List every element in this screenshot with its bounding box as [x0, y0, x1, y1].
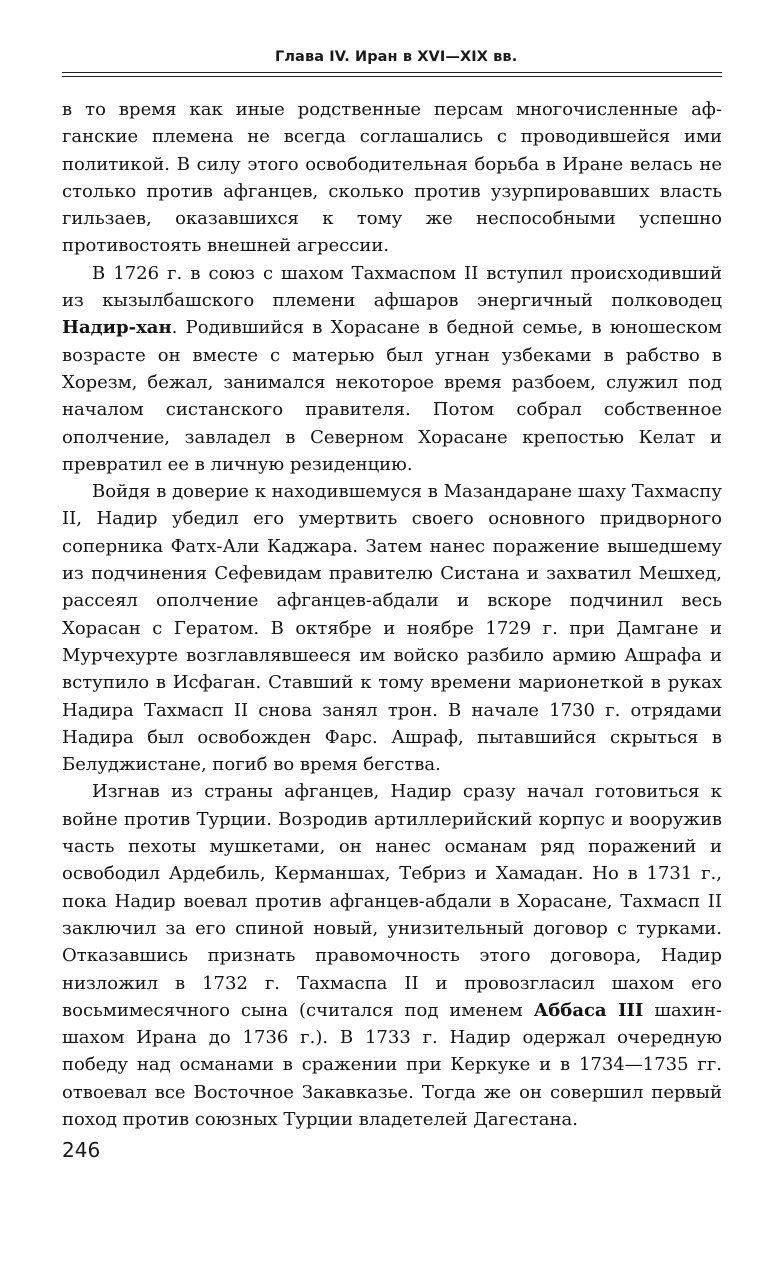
paragraph-text: шахин-шахом Ирана до 1736 г.). В 1733 г. Надир одержал очередную победу над османами в сражении при Керкуке и в 1734—1735 гг. отвоевал все Восточное Закавказье. Тогда же он совершил первый поход против союзных Турции владетелей Дагестана. [62, 999, 723, 1130]
paragraph [62, 96, 722, 260]
header-rule-secondary [62, 76, 722, 77]
paragraph-text: в то время как иные родственные персам многочисленные афганские племена не всегда соглашались с проводившейся ими политикой. В силу этого освободительная борьба в Иране велась не столько против афганцев, сколько против узурпировавших власть гильзаев, оказавшихся к тому же неспособными успешно противостоять внешней агрессии. [62, 99, 722, 257]
paragraph-text: В 1726 г. в союз с шахом Тахмаспом II вступил происходивший из кызылбашского племени афшаров энергичный полководец [62, 262, 722, 312]
paragraph-text: Изгнав из страны афганцев, Надир сразу начал готовиться к войне против Турции. Возродив артиллерийский корпус и вооружив часть пехоты мушкетами, он нанес османам ряд поражений и освободил Ардебиль, Керманшах, Тебриз и Хамадан. Но в 1731 г., пока Надир воевал против афганцев-абдали в Хорасане, Тахмасп II заключил за его спиной новый, унизительный договор с турками. Отказавшись признать правомочность этого договора, Надир низложил в 1732 г. Тахмаспа II и провозгласил шахом его восьмимесячного сына (считался под именем [62, 781, 722, 1021]
paragraph [62, 260, 722, 478]
bold-term: Надир-хан [62, 317, 172, 339]
paragraph-text: Войдя в доверие к находившемуся в Мазандаране шаху Тахмаспу II, Надир убедил его умертвить своего основного придворного соперника Фатх-Али Каджара. Затем нанес поражение вышедшему из подчинения Сефевидам правителю Систана и захватил Мешхед, рассеял ополчение афганцев-абдали и вскоре подчинил весь Хорасан с Гератом. В октябре и ноябре 1729 г. при Дамгане и Мурчехурте возглавлявшееся им войско разбило армию Ашрафа и вступило в Исфаган. Ставший к тому времени марионеткой в руках Надира Тахмасп II снова занял трон. В начале 1730 г. отрядами Надира был освобожден Фарс. Ашраф, пытавшийся скрыться в Белуджистане, погиб во время бегства. [62, 481, 722, 776]
page-number: 246 [62, 1138, 101, 1162]
paragraph-text: . Родившийся в Хорасане в бедной семье, в юношеском возрасте он вместе с матерью был угнан узбеками в рабство в Хорезм, бежал, занимался некоторое время разбоем, служил под началом систанского правителя. Потом собрал собственное ополчение, завладел в Северном Хорасане крепостью Келат и превратил ее в личную резиденцию. [62, 317, 722, 475]
body-text [62, 96, 722, 1133]
header-rule [62, 72, 722, 73]
running-head: Глава IV. Иран в XVI—XIX вв. [275, 49, 518, 65]
bold-term: Аббаса III [533, 999, 644, 1021]
paragraph [62, 778, 722, 1133]
paragraph [62, 478, 722, 778]
